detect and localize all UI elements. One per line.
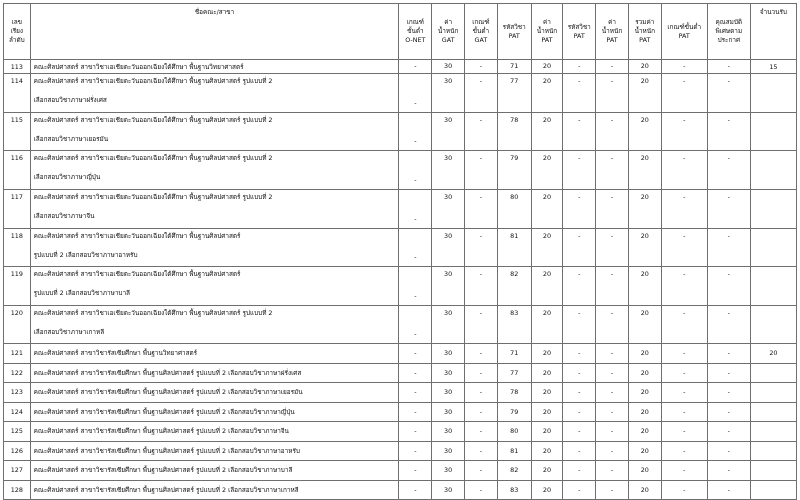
- table-row: [4, 363, 797, 383]
- pat-weight-2-cell: -: [596, 461, 629, 481]
- program-name-line: คณะศิลปศาสตร์ สาขาวิชารัสเซียศึกษา พื้นฐานศิลปศาสตร์ รูปแบบที่ 2 เลือกสอบวิชาภาษาฝรั่งเศส: [33, 368, 302, 377]
- gat-min-cell: -: [465, 344, 498, 364]
- seats-cell: [750, 74, 796, 113]
- table-row: [4, 305, 797, 344]
- pat-min-cell: -: [661, 74, 707, 113]
- pat-code-2-cell: -: [563, 74, 596, 113]
- pat-weight-cell: 20: [531, 74, 563, 113]
- table-row: [4, 441, 797, 461]
- onet-min-cell: -: [399, 112, 432, 151]
- pat-weight-2-cell: -: [596, 112, 629, 151]
- pat-weight-cell: 20: [531, 363, 563, 383]
- pat-code-2-cell: -: [563, 461, 596, 481]
- pat-total-weight-cell: 20: [628, 461, 661, 481]
- table-row: [4, 461, 797, 481]
- col-header-faculty: ชื่อคณะ/สาขา: [30, 4, 399, 60]
- pat-total-weight-cell: 20: [628, 74, 661, 113]
- seq-number-cell: 126: [4, 441, 31, 461]
- pat-weight-cell: 20: [531, 267, 563, 306]
- pat-weight-2-cell: -: [596, 60, 629, 74]
- gat-weight-cell: 30: [432, 480, 465, 500]
- gat-min-cell: -: [465, 267, 498, 306]
- gat-min-cell: -: [465, 441, 498, 461]
- pat-weight-2-cell: -: [596, 480, 629, 500]
- pat-code-2-cell: -: [563, 60, 596, 74]
- program-name-line: รูปแบบที่ 2 เลือกสอบวิชาภาษาบาลี: [33, 289, 130, 298]
- onet-min-cell: -: [399, 344, 432, 364]
- seq-number-cell: 124: [4, 402, 31, 422]
- pat-min-cell: -: [661, 402, 707, 422]
- pat-weight-cell: 20: [531, 422, 563, 442]
- pat-code-cell: 71: [497, 344, 531, 364]
- pat-weight-cell: 20: [531, 305, 563, 344]
- pat-weight-2-cell: -: [596, 228, 629, 267]
- table-row: [4, 74, 797, 113]
- pat-code-2-cell: -: [563, 151, 596, 190]
- special-qualification-cell: -: [707, 60, 750, 74]
- special-qualification-cell: -: [707, 267, 750, 306]
- pat-min-cell: -: [661, 228, 707, 267]
- special-qualification-cell: -: [707, 151, 750, 190]
- pat-min-cell: -: [661, 441, 707, 461]
- pat-min-cell: -: [661, 112, 707, 151]
- seq-number-cell: 113: [4, 60, 31, 74]
- admission-criteria-table: [3, 3, 797, 500]
- pat-code-2-cell: -: [563, 422, 596, 442]
- seq-number-cell: 125: [4, 422, 31, 442]
- table-row: [4, 402, 797, 422]
- pat-code-cell: 82: [497, 461, 531, 481]
- pat-weight-cell: 20: [531, 189, 563, 228]
- pat-weight-2-cell: -: [596, 441, 629, 461]
- program-name-line: คณะศิลปศาสตร์ สาขาวิชาเอเชียตะวันออกเฉียงใต้ศึกษา พื้นฐานศิลปศาสตร์: [33, 270, 241, 279]
- onet-min-cell: -: [399, 74, 432, 113]
- onet-min-cell: -: [399, 151, 432, 190]
- pat-code-cell: 78: [497, 112, 531, 151]
- table-row: [4, 189, 797, 228]
- seats-cell: [750, 151, 796, 190]
- seq-number-cell: 128: [4, 480, 31, 500]
- pat-weight-2-cell: -: [596, 151, 629, 190]
- pat-total-weight-cell: 20: [628, 305, 661, 344]
- faculty-program-cell: [30, 151, 399, 190]
- pat-weight-cell: 20: [531, 228, 563, 267]
- pat-code-cell: 81: [497, 228, 531, 267]
- gat-min-cell: -: [465, 112, 498, 151]
- pat-min-cell: -: [661, 480, 707, 500]
- col-header-pat-total-weight: รวมค่า น้ำหนัก PAT: [628, 4, 661, 60]
- pat-code-2-cell: -: [563, 383, 596, 403]
- gat-weight-cell: 30: [432, 267, 465, 306]
- seq-number-cell: 116: [4, 151, 31, 190]
- table-row: [4, 422, 797, 442]
- onet-min-cell: -: [399, 480, 432, 500]
- table-row: [4, 383, 797, 403]
- onet-min-cell: -: [399, 461, 432, 481]
- gat-weight-cell: 30: [432, 112, 465, 151]
- pat-code-2-cell: -: [563, 480, 596, 500]
- onet-min-cell: -: [399, 422, 432, 442]
- seats-cell: [750, 402, 796, 422]
- program-name-line: เลือกสอบวิชาภาษาญี่ปุ่น: [33, 173, 101, 182]
- col-header-seq: เลข เรียง ลำดับ: [4, 4, 31, 60]
- special-qualification-cell: -: [707, 305, 750, 344]
- program-name-line: คณะศิลปศาสตร์ สาขาวิชาเอเชียตะวันออกเฉียงใต้ศึกษา พื้นฐานศิลปศาสตร์ รูปแบบที่ 2: [33, 192, 273, 201]
- gat-weight-cell: 30: [432, 344, 465, 364]
- col-header-onet-min: เกณฑ์ ขั้นต่ำ O-NET: [399, 4, 432, 60]
- gat-min-cell: -: [465, 461, 498, 481]
- pat-total-weight-cell: 20: [628, 60, 661, 74]
- gat-min-cell: -: [465, 74, 498, 113]
- seats-cell: [750, 383, 796, 403]
- faculty-program-cell: [30, 402, 399, 422]
- seq-number-cell: 123: [4, 383, 31, 403]
- pat-weight-cell: 20: [531, 480, 563, 500]
- faculty-program-cell: [30, 112, 399, 151]
- seats-cell: [750, 189, 796, 228]
- special-qualification-cell: -: [707, 74, 750, 113]
- gat-min-cell: -: [465, 402, 498, 422]
- pat-code-2-cell: -: [563, 228, 596, 267]
- col-header-seats: จำนวนรับ: [750, 4, 796, 60]
- onet-min-cell: -: [399, 60, 432, 74]
- pat-total-weight-cell: 20: [628, 151, 661, 190]
- pat-min-cell: -: [661, 267, 707, 306]
- special-qualification-cell: -: [707, 363, 750, 383]
- pat-code-2-cell: -: [563, 344, 596, 364]
- program-name-line: คณะศิลปศาสตร์ สาขาวิชารัสเซียศึกษา พื้นฐานศิลปศาสตร์ รูปแบบที่ 2 เลือกสอบวิชาภาษาเยอรมัน: [33, 388, 303, 397]
- col-header-pat-weight-2: ค่า น้ำหนัก PAT: [596, 4, 629, 60]
- gat-weight-cell: 30: [432, 383, 465, 403]
- pat-min-cell: -: [661, 344, 707, 364]
- gat-min-cell: -: [465, 383, 498, 403]
- faculty-program-cell: [30, 74, 399, 113]
- faculty-program-cell: [30, 344, 399, 364]
- seats-cell: 20: [750, 344, 796, 364]
- col-header-pat-weight: ค่า น้ำหนัก PAT: [531, 4, 563, 60]
- table-row: [4, 112, 797, 151]
- seats-cell: [750, 422, 796, 442]
- col-header-gat-weight: ค่า น้ำหนัก GAT: [432, 4, 465, 60]
- onet-min-cell: -: [399, 402, 432, 422]
- pat-total-weight-cell: 20: [628, 383, 661, 403]
- faculty-program-cell: [30, 267, 399, 306]
- seq-number-cell: 115: [4, 112, 31, 151]
- seats-cell: [750, 480, 796, 500]
- pat-weight-2-cell: -: [596, 189, 629, 228]
- pat-total-weight-cell: 20: [628, 189, 661, 228]
- pat-code-cell: 77: [497, 74, 531, 113]
- onet-min-cell: -: [399, 363, 432, 383]
- table-row: [4, 480, 797, 500]
- pat-total-weight-cell: 20: [628, 441, 661, 461]
- gat-weight-cell: 30: [432, 151, 465, 190]
- pat-code-2-cell: -: [563, 402, 596, 422]
- gat-min-cell: -: [465, 60, 498, 74]
- seq-number-cell: 121: [4, 344, 31, 364]
- table-body: [4, 60, 797, 500]
- special-qualification-cell: -: [707, 112, 750, 151]
- faculty-program-cell: [30, 363, 399, 383]
- faculty-program-cell: [30, 461, 399, 481]
- program-name-line: เลือกสอบวิชาภาษาฝรั่งเศส: [33, 96, 107, 105]
- program-name-line: คณะศิลปศาสตร์ สาขาวิชารัสเซียศึกษา พื้นฐานศิลปศาสตร์ รูปแบบที่ 2 เลือกสอบวิชาภาษาบาลี: [33, 466, 293, 475]
- program-name-line: คณะศิลปศาสตร์ สาขาวิชารัสเซียศึกษา พื้นฐานวิทยาศาสตร์: [33, 349, 198, 358]
- faculty-program-cell: [30, 441, 399, 461]
- program-name-line: คณะศิลปศาสตร์ สาขาวิชารัสเซียศึกษา พื้นฐานศิลปศาสตร์ รูปแบบที่ 2 เลือกสอบวิชาภาษาอาหรับ: [33, 446, 300, 455]
- pat-weight-cell: 20: [531, 344, 563, 364]
- pat-weight-2-cell: -: [596, 402, 629, 422]
- special-qualification-cell: -: [707, 461, 750, 481]
- pat-weight-cell: 20: [531, 112, 563, 151]
- pat-weight-2-cell: -: [596, 74, 629, 113]
- gat-weight-cell: 30: [432, 363, 465, 383]
- program-name-line: คณะศิลปศาสตร์ สาขาวิชารัสเซียศึกษา พื้นฐานศิลปศาสตร์ รูปแบบที่ 2 เลือกสอบวิชาภาษาจีน: [33, 427, 289, 436]
- program-name-line: คณะศิลปศาสตร์ สาขาวิชาเอเชียตะวันออกเฉียงใต้ศึกษา พื้นฐานวิทยาศาสตร์: [33, 63, 244, 71]
- program-name-line: คณะศิลปศาสตร์ สาขาวิชาเอเชียตะวันออกเฉียงใต้ศึกษา พื้นฐานศิลปศาสตร์ รูปแบบที่ 2: [33, 77, 273, 86]
- gat-min-cell: -: [465, 151, 498, 190]
- seats-cell: [750, 267, 796, 306]
- seats-cell: [750, 112, 796, 151]
- program-name-line: คณะศิลปศาสตร์ สาขาวิชาเอเชียตะวันออกเฉียงใต้ศึกษา พื้นฐานศิลปศาสตร์ รูปแบบที่ 2: [33, 154, 273, 163]
- col-header-pat-min: เกณฑ์ขั้นต่ำ PAT: [661, 4, 707, 60]
- pat-code-cell: 79: [497, 151, 531, 190]
- pat-total-weight-cell: 20: [628, 422, 661, 442]
- onet-min-cell: -: [399, 267, 432, 306]
- seats-cell: [750, 441, 796, 461]
- pat-total-weight-cell: 20: [628, 228, 661, 267]
- pat-total-weight-cell: 20: [628, 480, 661, 500]
- special-qualification-cell: -: [707, 189, 750, 228]
- col-header-gat-min: เกณฑ์ ขั้นต่ำ GAT: [465, 4, 498, 60]
- gat-weight-cell: 30: [432, 402, 465, 422]
- pat-total-weight-cell: 20: [628, 112, 661, 151]
- table-row: [4, 60, 797, 74]
- pat-min-cell: -: [661, 422, 707, 442]
- pat-code-2-cell: -: [563, 112, 596, 151]
- gat-min-cell: -: [465, 422, 498, 442]
- seq-number-cell: 117: [4, 189, 31, 228]
- seq-number-cell: 119: [4, 267, 31, 306]
- pat-weight-2-cell: -: [596, 363, 629, 383]
- pat-code-cell: 78: [497, 383, 531, 403]
- special-qualification-cell: -: [707, 383, 750, 403]
- pat-code-2-cell: -: [563, 441, 596, 461]
- special-qualification-cell: -: [707, 480, 750, 500]
- col-header-pat-code-2: รหัสวิชา PAT: [563, 4, 596, 60]
- program-name-line: คณะศิลปศาสตร์ สาขาวิชารัสเซียศึกษา พื้นฐานศิลปศาสตร์ รูปแบบที่ 2 เลือกสอบวิชาภาษาญี่ปุ่น: [33, 407, 295, 416]
- pat-min-cell: -: [661, 60, 707, 74]
- pat-code-cell: 82: [497, 267, 531, 306]
- seats-cell: [750, 363, 796, 383]
- program-name-line: เลือกสอบวิชาภาษาเยอรมัน: [33, 134, 109, 143]
- pat-total-weight-cell: 20: [628, 363, 661, 383]
- faculty-program-cell: [30, 480, 399, 500]
- faculty-program-cell: [30, 383, 399, 403]
- pat-weight-2-cell: -: [596, 267, 629, 306]
- program-name-line: เลือกสอบวิชาภาษาเกาหลี: [33, 327, 105, 336]
- faculty-program-cell: [30, 422, 399, 442]
- seq-number-cell: 122: [4, 363, 31, 383]
- onet-min-cell: -: [399, 189, 432, 228]
- pat-code-cell: 83: [497, 305, 531, 344]
- seq-number-cell: 118: [4, 228, 31, 267]
- pat-code-cell: 77: [497, 363, 531, 383]
- pat-total-weight-cell: 20: [628, 402, 661, 422]
- table-row: [4, 344, 797, 364]
- table-row: [4, 151, 797, 190]
- pat-weight-cell: 20: [531, 60, 563, 74]
- pat-code-2-cell: -: [563, 363, 596, 383]
- pat-weight-2-cell: -: [596, 383, 629, 403]
- seq-number-cell: 120: [4, 305, 31, 344]
- pat-code-cell: 79: [497, 402, 531, 422]
- col-header-special-qualification: คุณสมบัติ พิเศษตาม ประกาศ: [707, 4, 750, 60]
- pat-weight-cell: 20: [531, 402, 563, 422]
- gat-min-cell: -: [465, 228, 498, 267]
- gat-weight-cell: 30: [432, 74, 465, 113]
- special-qualification-cell: -: [707, 344, 750, 364]
- faculty-program-cell: [30, 189, 399, 228]
- faculty-program-cell: [30, 228, 399, 267]
- seq-number-cell: 127: [4, 461, 31, 481]
- program-name-line: เลือกสอบวิชาภาษาจีน: [33, 211, 95, 220]
- table-row: [4, 228, 797, 267]
- special-qualification-cell: -: [707, 422, 750, 442]
- program-name-line: คณะศิลปศาสตร์ สาขาวิชาเอเชียตะวันออกเฉียงใต้ศึกษา พื้นฐานศิลปศาสตร์ รูปแบบที่ 2: [33, 308, 273, 317]
- pat-weight-2-cell: -: [596, 422, 629, 442]
- onet-min-cell: -: [399, 228, 432, 267]
- pat-min-cell: -: [661, 383, 707, 403]
- pat-code-cell: 83: [497, 480, 531, 500]
- pat-min-cell: -: [661, 305, 707, 344]
- pat-code-2-cell: -: [563, 267, 596, 306]
- gat-weight-cell: 30: [432, 422, 465, 442]
- pat-code-cell: 80: [497, 422, 531, 442]
- pat-code-2-cell: -: [563, 305, 596, 344]
- pat-min-cell: -: [661, 189, 707, 228]
- gat-weight-cell: 30: [432, 189, 465, 228]
- col-header-pat-code: รหัสวิชา PAT: [497, 4, 531, 60]
- program-name-line: คณะศิลปศาสตร์ สาขาวิชารัสเซียศึกษา พื้นฐานศิลปศาสตร์ รูปแบบที่ 2 เลือกสอบวิชาภาษาเกาหลี: [33, 485, 299, 494]
- pat-min-cell: -: [661, 461, 707, 481]
- pat-code-cell: 80: [497, 189, 531, 228]
- pat-total-weight-cell: 20: [628, 344, 661, 364]
- faculty-program-cell: [30, 305, 399, 344]
- seats-cell: [750, 305, 796, 344]
- gat-min-cell: -: [465, 305, 498, 344]
- pat-weight-cell: 20: [531, 383, 563, 403]
- pat-code-cell: 71: [497, 60, 531, 74]
- seq-number-cell: 114: [4, 74, 31, 113]
- special-qualification-cell: -: [707, 228, 750, 267]
- pat-min-cell: -: [661, 363, 707, 383]
- gat-weight-cell: 30: [432, 228, 465, 267]
- gat-weight-cell: 30: [432, 305, 465, 344]
- pat-weight-cell: 20: [531, 441, 563, 461]
- onet-min-cell: -: [399, 383, 432, 403]
- faculty-program-cell: [30, 60, 399, 74]
- program-name-line: รูปแบบที่ 2 เลือกสอบวิชาภาษาอาหรับ: [33, 250, 138, 259]
- program-name-line: คณะศิลปศาสตร์ สาขาวิชาเอเชียตะวันออกเฉียงใต้ศึกษา พื้นฐานศิลปศาสตร์: [33, 231, 241, 240]
- gat-weight-cell: 30: [432, 441, 465, 461]
- pat-code-2-cell: -: [563, 189, 596, 228]
- pat-weight-2-cell: -: [596, 344, 629, 364]
- seats-cell: [750, 228, 796, 267]
- pat-weight-cell: 20: [531, 461, 563, 481]
- special-qualification-cell: -: [707, 402, 750, 422]
- special-qualification-cell: -: [707, 441, 750, 461]
- gat-min-cell: -: [465, 363, 498, 383]
- gat-min-cell: -: [465, 189, 498, 228]
- header-row: [4, 4, 797, 60]
- gat-weight-cell: 30: [432, 60, 465, 74]
- gat-min-cell: -: [465, 480, 498, 500]
- pat-weight-2-cell: -: [596, 305, 629, 344]
- pat-code-cell: 81: [497, 441, 531, 461]
- seats-cell: 15: [750, 60, 796, 74]
- onet-min-cell: -: [399, 305, 432, 344]
- pat-min-cell: -: [661, 151, 707, 190]
- admission-table-wrapper: [3, 3, 797, 500]
- program-name-line: คณะศิลปศาสตร์ สาขาวิชาเอเชียตะวันออกเฉียงใต้ศึกษา พื้นฐานศิลปศาสตร์ รูปแบบที่ 2: [33, 115, 273, 124]
- pat-total-weight-cell: 20: [628, 267, 661, 306]
- table-row: [4, 267, 797, 306]
- onet-min-cell: -: [399, 441, 432, 461]
- gat-weight-cell: 30: [432, 461, 465, 481]
- pat-weight-cell: 20: [531, 151, 563, 190]
- seats-cell: [750, 461, 796, 481]
